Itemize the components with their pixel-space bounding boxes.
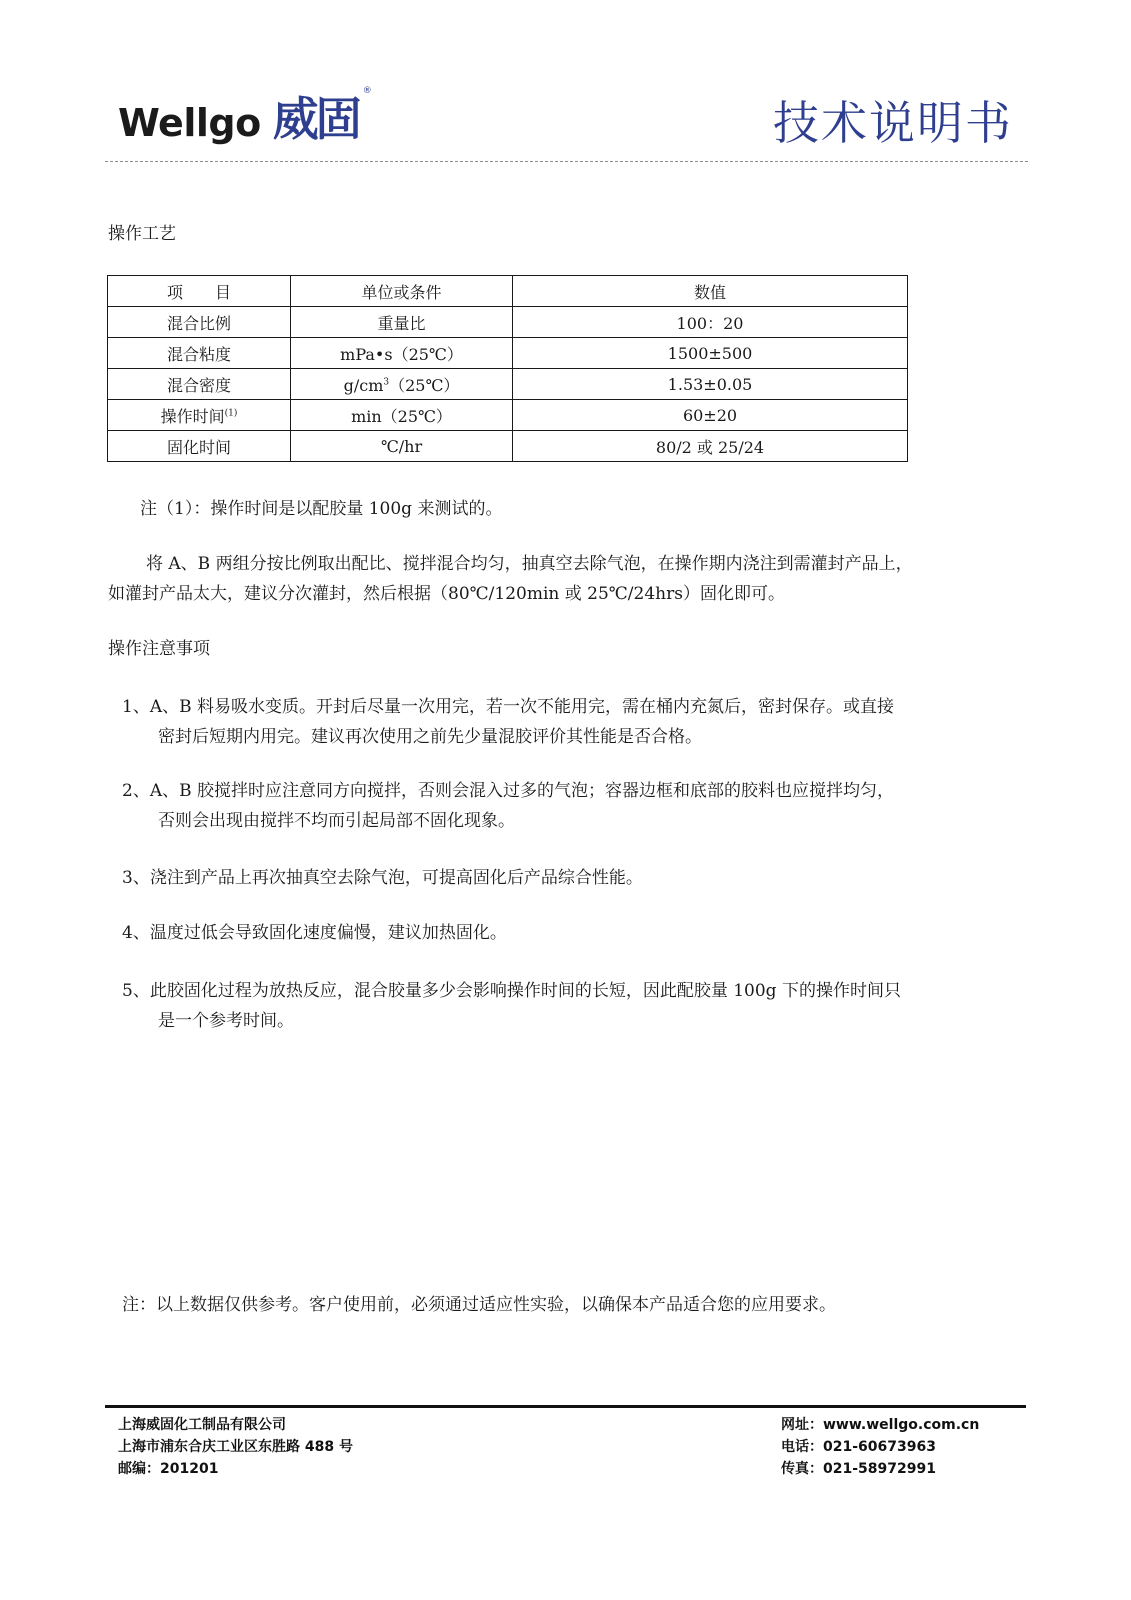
table-cell-value: 80/2 或 25/24: [513, 431, 908, 462]
table-cell-value: 60±20: [513, 400, 908, 431]
list-item: 3、浇注到产品上再次抽真空去除气泡，可提高固化后产品综合性能。: [122, 868, 643, 888]
table-cell-value: 100：20: [513, 307, 908, 338]
list-item: 1、A、B 料易吸水变质。开封后尽量一次用完，若一次不能用完，需在桶内充氮后，密封保存。或直接 密封后短期内用完。建议再次使用之前先少量混胶评价其性能是否合格。: [122, 697, 894, 747]
phone-number: 电话：021-60673963: [781, 1439, 936, 1455]
process-paragraph: 将 A、B 两组分按比例取出配比、搅拌混合均匀，抽真空去除气泡，在操作期内浇注到需灌封产品上， 如灌封产品太大，建议分次灌封，然后根据（80℃/120min 或 25℃/24hrs）固化即可。: [108, 554, 913, 604]
registered-mark: ®: [362, 86, 372, 96]
table-cell-unit: min（25℃）: [291, 400, 513, 431]
list-item: 4、温度过低会导致固化速度偏慢，建议加热固化。: [122, 923, 507, 943]
logo-chinese-name: 威固: [272, 92, 359, 146]
superscript: 3: [383, 377, 390, 388]
table-header-row: [108, 276, 908, 307]
table-cell-unit: 重量比: [291, 307, 513, 338]
disclaimer-note: 注：以上数据仅供参考。客户使用前，必须通过适应性实验，以确保本产品适合您的应用要求。: [122, 1295, 836, 1315]
website-link[interactable]: 网址：www.wellgo.com.cn: [781, 1417, 980, 1433]
table-cell-unit: ℃/hr: [291, 431, 513, 462]
footer-company-info: [118, 1414, 353, 1480]
process-spec-table: [107, 275, 908, 462]
header-cell-unit: 单位或条件: [291, 276, 513, 307]
header-cell-item: 项 目: [108, 276, 291, 307]
section-title-precautions: 操作注意事项: [108, 639, 210, 659]
header-divider: [105, 161, 1028, 162]
table-row: [108, 338, 908, 369]
table-row: [108, 400, 908, 431]
table-cell-item: 操作时间$^{(1)}$: [108, 400, 291, 431]
table-row: [108, 431, 908, 462]
logo-wordmark: Wellgo: [118, 101, 261, 145]
postcode: 邮编：201201: [118, 1461, 219, 1477]
table-footnote: 注（1）：操作时间是以配胶量 100g 来测试的。: [140, 499, 503, 519]
table-cell-value: 1.53±0.05: [513, 369, 908, 400]
table-cell-item: 混合密度: [108, 369, 291, 400]
list-item: 5、此胶固化过程为放热反应，混合胶量多少会影响操作时间的长短，因此配胶量 100g 下的操作时间只 是一个参考时间。: [122, 981, 901, 1031]
footnote-marker: (1): [224, 408, 238, 419]
company-logo: [118, 82, 372, 146]
footer-divider: [105, 1405, 1026, 1408]
table-row: [108, 369, 908, 400]
section-title-process: 操作工艺: [108, 224, 176, 244]
table-cell-item: 混合比例: [108, 307, 291, 338]
table-cell-value: 1500±500: [513, 338, 908, 369]
list-item: 2、A、B 胶搅拌时应注意同方向搅拌，否则会混入过多的气泡；容器边框和底部的胶料也应搅拌均匀， 否则会出现由搅拌不均而引起局部不固化现象。: [122, 781, 894, 831]
document-title: 技术说明书: [773, 96, 1013, 150]
company-name: 上海威固化工制品有限公司: [118, 1417, 286, 1433]
table-cell-unit: $g/cm^3(25℃)$: [291, 369, 513, 400]
table-cell-unit: mPa•s（25℃）: [291, 338, 513, 369]
table-cell-item: 固化时间: [108, 431, 291, 462]
table-row: [108, 307, 908, 338]
header-cell-value: 数值: [513, 276, 908, 307]
footer-contact-info: [781, 1414, 979, 1480]
company-address: 上海市浦东合庆工业区东胜路 488 号: [118, 1439, 353, 1455]
table-cell-item: 混合粘度: [108, 338, 291, 369]
fax-number: 传真：021-58972991: [781, 1461, 936, 1477]
